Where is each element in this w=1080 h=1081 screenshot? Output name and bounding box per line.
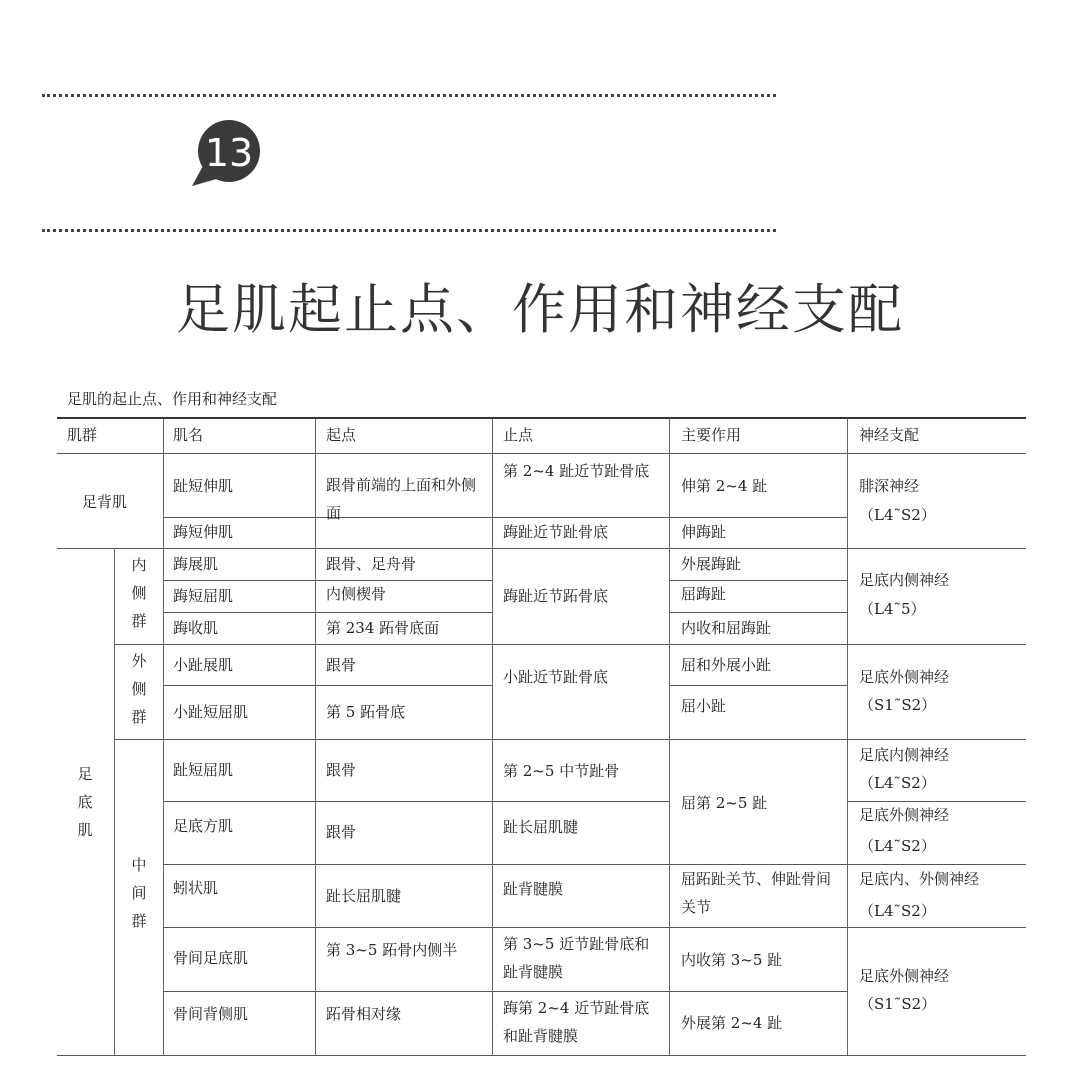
muscle-name: 足底方肌 (173, 817, 234, 835)
muscle-name: 小趾短屈肌 (173, 703, 249, 721)
nerve-cell: 足底内侧神经 (859, 571, 950, 589)
action-cell: 伸第 2~4 趾 (681, 477, 768, 495)
table-caption: 足肌的起止点、作用和神经支配 (67, 390, 278, 408)
table-top-rule (57, 417, 1026, 419)
nerve-segment: （L4˜5） (859, 600, 926, 618)
row-rule (114, 739, 1026, 740)
action-cell: 外展踇趾 (681, 555, 742, 573)
nerve-cell: 足底内、外侧神经 (859, 870, 980, 888)
nerve-segment: （S1˜S2） (859, 696, 937, 714)
col-rule (492, 418, 493, 1055)
muscle-name: 骨间背侧肌 (173, 1005, 249, 1023)
origin-cell: 跟骨 (326, 761, 357, 779)
muscle-name: 踇展肌 (173, 555, 219, 573)
insertion-cell: 第 2~4 趾近节趾骨底 (503, 462, 650, 480)
muscle-name: 趾短伸肌 (173, 477, 234, 495)
action-cell: 屈第 2~5 趾 (681, 794, 768, 812)
row-rule (114, 644, 1026, 645)
action-cell: 内收和屈踇趾 (681, 619, 772, 637)
origin-cell: 跟骨 (326, 823, 357, 841)
origin-cell: 跟骨前端的上面和外侧面 (326, 476, 477, 522)
header-origin: 起点 (326, 426, 357, 444)
row-rule (163, 927, 1026, 928)
muscle-name: 趾短屈肌 (173, 761, 234, 779)
origin-cell: 趾长屈肌腱 (326, 887, 402, 905)
nerve-cell: 足底外侧神经 (859, 806, 950, 824)
muscle-name: 踇收肌 (173, 619, 219, 637)
action-cell: 外展第 2~4 趾 (681, 1014, 783, 1032)
col-rule (163, 418, 164, 1055)
nerve-cell: 足底内侧神经 (859, 746, 950, 764)
origin-cell: 内侧楔骨 (326, 585, 387, 603)
muscle-name: 小趾展肌 (173, 656, 234, 674)
subgroup-middle: 中间群 (131, 856, 147, 930)
table-bottom-rule (57, 1055, 1026, 1056)
action-cell: 屈跖趾关节、伸趾骨间关节 (681, 870, 832, 916)
nerve-cell: 腓深神经 (859, 477, 920, 495)
row-rule (669, 685, 847, 686)
col-rule (847, 418, 848, 1055)
origin-cell: 跟骨 (326, 656, 357, 674)
origin-cell: 第 3~5 跖骨内侧半 (326, 941, 458, 959)
row-rule (163, 991, 847, 992)
subgroup-medial: 内侧群 (131, 556, 147, 630)
page-title: 足肌起止点、作用和神经支配 (176, 278, 904, 341)
header-rule (57, 453, 1026, 454)
muscle-name: 踇短屈肌 (173, 587, 234, 605)
muscle-name: 踇短伸肌 (173, 523, 234, 541)
nerve-cell: 足底外侧神经 (859, 668, 950, 686)
insertion-cell: 踇趾近节趾骨底 (503, 523, 609, 541)
row-rule (163, 612, 492, 613)
insertion-cell: 第 2~5 中节趾骨 (503, 762, 620, 780)
header-nerve: 神经支配 (859, 426, 920, 444)
group-dorsal: 足背肌 (82, 493, 128, 511)
col-rule (669, 418, 670, 1055)
header-muscle-name: 肌名 (173, 426, 204, 444)
group-plantar: 足底肌 (77, 765, 93, 839)
origin-cell: 跟骨、足舟骨 (326, 555, 417, 573)
row-rule (669, 612, 847, 613)
action-cell: 伸踇趾 (681, 523, 727, 541)
nerve-segment: （L4˜S2） (859, 837, 936, 855)
muscle-name: 骨间足底肌 (173, 949, 249, 967)
insertion-cell: 趾背腱膜 (503, 880, 564, 898)
nerve-segment: （L4˜S2） (859, 506, 936, 524)
origin-cell: 第 5 跖骨底 (326, 703, 406, 721)
origin-cell: 跖骨相对缘 (326, 1005, 402, 1023)
muscle-name: 蚓状肌 (173, 879, 219, 897)
header-action: 主要作用 (681, 426, 742, 444)
subgroup-lateral: 外侧群 (131, 652, 147, 726)
insertion-cell: 踇趾近节跖骨底 (503, 587, 609, 605)
nerve-cell: 足底外侧神经 (859, 967, 950, 985)
action-cell: 屈踇趾 (681, 585, 727, 603)
nerve-segment: （L4˜S2） (859, 902, 936, 920)
section-number: 13 (204, 131, 254, 175)
nerve-segment: （S1˜S2） (859, 995, 937, 1013)
insertion-cell: 小趾近节趾骨底 (503, 668, 609, 686)
origin-cell: 第 234 跖骨底面 (326, 619, 440, 637)
insertion-cell: 第 3~5 近节趾骨底和趾背腱膜 (503, 935, 650, 981)
action-cell: 屈和外展小趾 (681, 656, 772, 674)
col-rule (114, 548, 115, 1055)
row-rule (57, 548, 1026, 549)
insertion-cell: 趾长屈肌腱 (503, 818, 579, 836)
insertion-cell: 踇第 2~4 近节趾骨底和趾背腱膜 (503, 999, 650, 1045)
col-rule (315, 418, 316, 1055)
action-cell: 内收第 3~5 趾 (681, 951, 783, 969)
row-rule (163, 801, 669, 802)
header-insertion: 止点 (503, 426, 534, 444)
action-cell: 屈小趾 (681, 697, 727, 715)
row-rule (163, 685, 492, 686)
header-muscle-group: 肌群 (67, 426, 98, 444)
nerve-segment: （L4˜S2） (859, 774, 936, 792)
